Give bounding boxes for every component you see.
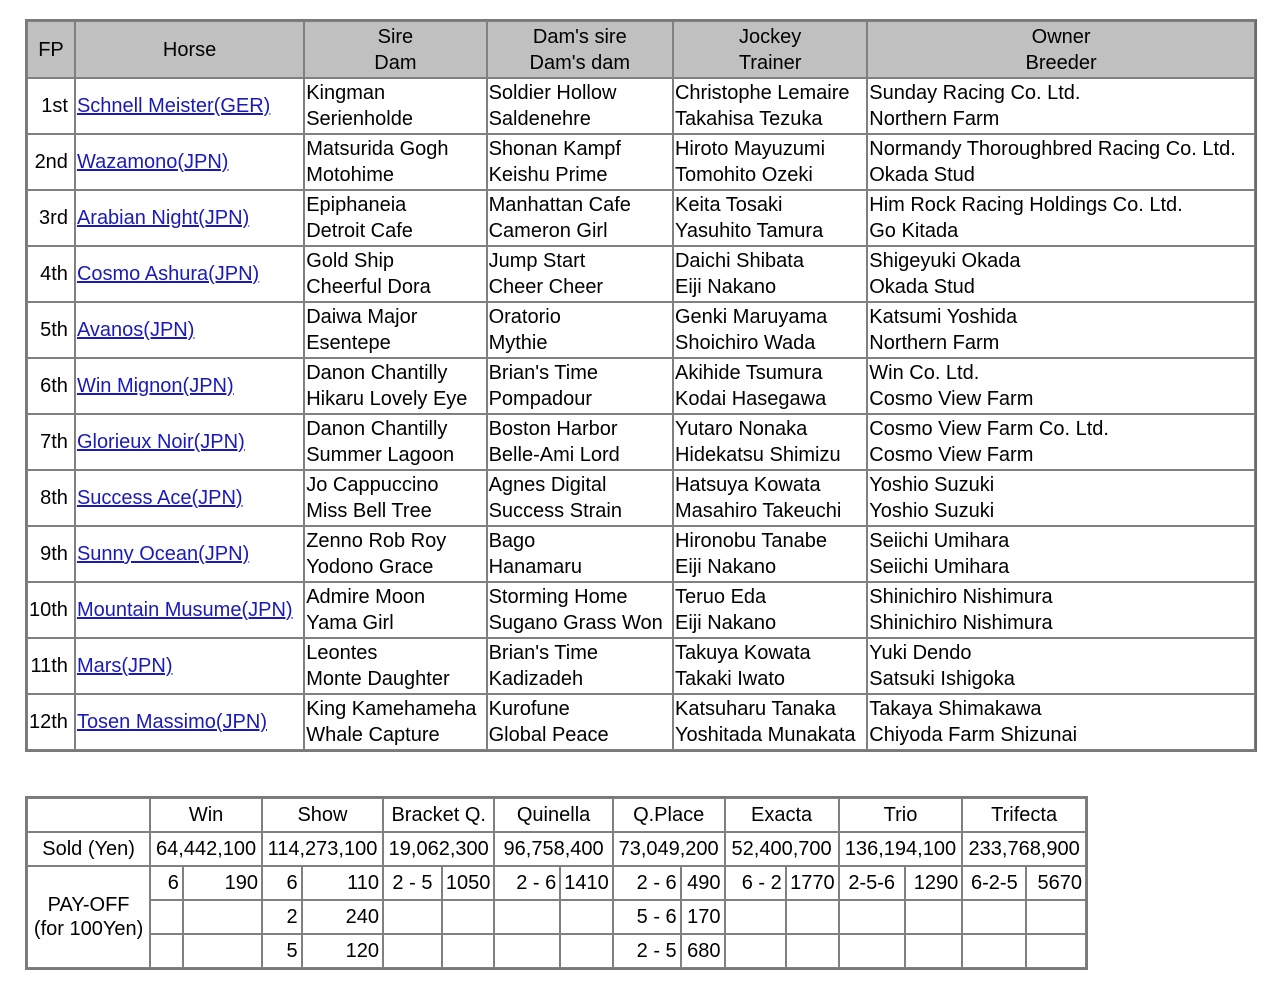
breeder: Northern Farm: [869, 332, 1000, 354]
dams-sire: Bago: [488, 530, 536, 552]
jockey: Hironobu Tanabe: [674, 530, 827, 552]
jockey: Yutaro Nonaka: [674, 418, 808, 440]
bet-type-header: Q.Place: [613, 798, 725, 832]
jockey-trainer-cell: [673, 694, 867, 750]
owner: Yoshio Suzuki: [869, 474, 995, 496]
owner-breeder-cell: [867, 638, 1255, 694]
sire: Leontes: [306, 642, 378, 664]
payoff-amount: 1410: [560, 866, 613, 900]
winning-combination: [962, 934, 1026, 968]
result-row: [27, 470, 1255, 526]
dams-sire: Jump Start: [488, 250, 586, 272]
payoff-amount: [905, 900, 963, 934]
winning-combination: 6 - 2: [725, 866, 786, 900]
dams-sire: Brian's Time: [488, 642, 598, 664]
sire-dam-cell: [304, 638, 486, 694]
damsire-damsdam-cell: [487, 134, 673, 190]
breeder: Go Kitada: [869, 220, 959, 242]
horse-link[interactable]: Schnell Meister(GER): [76, 95, 271, 117]
payoff-amount: [1026, 934, 1086, 968]
sold-amount: 136,194,100: [839, 832, 963, 866]
payoff-amount: [442, 934, 495, 968]
winning-combination: [383, 934, 442, 968]
damsire-damsdam-cell: [487, 638, 673, 694]
damsire-damsdam-cell: [487, 694, 673, 750]
horse-link[interactable]: Sunny Ocean(JPN): [76, 543, 250, 565]
dams-sire: Kurofune: [488, 698, 570, 720]
breeder: Cosmo View Farm: [869, 444, 1034, 466]
winning-combination: 2-5-6: [839, 866, 905, 900]
dams-dam: Kadizadeh: [488, 668, 584, 690]
bet-type-header: Trio: [839, 798, 963, 832]
corner-cell: [27, 798, 150, 832]
sold-amount: 52,400,700: [725, 832, 839, 866]
finish-position: 11th: [27, 638, 75, 694]
winning-combination: [383, 900, 442, 934]
owner-breeder-cell: [867, 414, 1255, 470]
dams-sire: Brian's Time: [488, 362, 598, 384]
horse-cell: [75, 134, 304, 190]
jockey: Katsuharu Tanaka: [674, 698, 836, 720]
trainer: Shoichiro Wada: [674, 332, 816, 354]
owner: Normandy Thoroughbred Racing Co. Ltd.: [869, 138, 1236, 160]
trainer: Takahisa Tezuka: [674, 108, 823, 130]
damsire-damsdam-cell: [487, 414, 673, 470]
horse-link[interactable]: Mars(JPN): [76, 655, 173, 677]
result-row: [27, 358, 1255, 414]
winning-combination: 6: [262, 866, 302, 900]
header-horse: Horse: [75, 21, 304, 78]
jockey: Genki Maruyama: [674, 306, 828, 328]
damsire-damsdam-cell: [487, 246, 673, 302]
result-row: [27, 526, 1255, 582]
sire: Daiwa Major: [306, 306, 418, 328]
horse-cell: [75, 302, 304, 358]
dams-dam: Hanamaru: [488, 556, 582, 578]
dams-dam: Saldenehre: [488, 108, 591, 130]
horse-cell: [75, 582, 304, 638]
horse-link[interactable]: Success Ace(JPN): [76, 487, 243, 509]
dam: Whale Capture: [306, 724, 440, 746]
payoff-amount: 190: [183, 866, 262, 900]
winning-combination: [839, 900, 905, 934]
race-results-table: [25, 19, 1257, 752]
horse-link[interactable]: Wazamono(JPN): [76, 151, 229, 173]
owner-breeder-cell: [867, 190, 1255, 246]
dams-dam: Mythie: [488, 332, 548, 354]
sire: King Kamehameha: [306, 698, 477, 720]
finish-position: 4th: [27, 246, 75, 302]
bet-type-header: Show: [262, 798, 383, 832]
breeder: Northern Farm: [869, 108, 1000, 130]
horse-cell: [75, 526, 304, 582]
header-jockey-trainer: Jockey Trainer: [673, 21, 867, 78]
breeder: Seiichi Umihara: [869, 556, 1010, 578]
winning-combination: 2: [262, 900, 302, 934]
payoff-amount: [1026, 900, 1086, 934]
breeder: Chiyoda Farm Shizunai: [869, 724, 1078, 746]
winning-combination: [725, 934, 786, 968]
sire-dam-cell: [304, 302, 486, 358]
result-row: [27, 246, 1255, 302]
owner: Shinichiro Nishimura: [869, 586, 1053, 608]
dam: Serienholde: [306, 108, 413, 130]
payoff-label: PAY-OFF (for 100Yen): [27, 866, 150, 968]
owner: Katsumi Yoshida: [869, 306, 1018, 328]
owner: Shigeyuki Okada: [869, 250, 1021, 272]
horse-link[interactable]: Tosen Massimo(JPN): [76, 711, 267, 733]
sire-dam-cell: [304, 190, 486, 246]
trainer: Takaki Iwato: [674, 668, 786, 690]
dams-dam: Cheer Cheer: [488, 276, 604, 298]
trainer: Masahiro Takeuchi: [674, 500, 842, 522]
payoff-amount: 490: [681, 866, 725, 900]
payoff-amount: [183, 934, 262, 968]
winning-combination: [150, 900, 183, 934]
jockey-trainer-cell: [673, 78, 867, 134]
finish-position: 6th: [27, 358, 75, 414]
owner: Sunday Racing Co. Ltd.: [869, 82, 1081, 104]
payoff-amount: [442, 900, 495, 934]
payoff-row: [27, 900, 1086, 934]
winning-combination: 2 - 6: [494, 866, 560, 900]
sire: Admire Moon: [306, 586, 426, 608]
bet-type-header: Quinella: [494, 798, 612, 832]
winning-combination: 5 - 6: [613, 900, 681, 934]
dams-sire: Storming Home: [488, 586, 628, 608]
header-owner-breeder: Owner Breeder: [867, 21, 1255, 78]
owner: Him Rock Racing Holdings Co. Ltd.: [869, 194, 1183, 216]
sire: Kingman: [306, 82, 386, 104]
damsire-damsdam-cell: [487, 358, 673, 414]
jockey: Keita Tosaki: [674, 194, 783, 216]
dam: Yama Girl: [306, 612, 394, 634]
dams-sire: Boston Harbor: [488, 418, 618, 440]
result-row: [27, 638, 1255, 694]
owner: Cosmo View Farm Co. Ltd.: [869, 418, 1109, 440]
sire-dam-cell: [304, 358, 486, 414]
trainer: Tomohito Ozeki: [674, 164, 813, 186]
winning-combination: 2 - 6: [613, 866, 681, 900]
trainer: Hidekatsu Shimizu: [674, 444, 841, 466]
result-row: [27, 78, 1255, 134]
sire: Danon Chantilly: [306, 362, 448, 384]
dam: Miss Bell Tree: [306, 500, 432, 522]
header-fp: FP: [27, 21, 75, 78]
dams-sire: Oratorio: [488, 306, 561, 328]
dams-sire: Agnes Digital: [488, 474, 607, 496]
dam: Motohime: [306, 164, 395, 186]
trainer: Eiji Nakano: [674, 556, 777, 578]
sire-dam-cell: [304, 78, 486, 134]
sold-amount: 96,758,400: [494, 832, 612, 866]
finish-position: 9th: [27, 526, 75, 582]
breeder: Okada Stud: [869, 276, 975, 298]
dam: Monte Daughter: [306, 668, 450, 690]
finish-position: 3rd: [27, 190, 75, 246]
damsire-damsdam-cell: [487, 470, 673, 526]
jockey-trainer-cell: [673, 358, 867, 414]
dams-dam: Belle-Ami Lord: [488, 444, 620, 466]
winning-combination: 2 - 5: [613, 934, 681, 968]
owner-breeder-cell: [867, 302, 1255, 358]
finish-position: 7th: [27, 414, 75, 470]
sire-dam-cell: [304, 526, 486, 582]
payoff-amount: [786, 900, 839, 934]
payoff-amount: 170: [681, 900, 725, 934]
damsire-damsdam-cell: [487, 302, 673, 358]
jockey-trainer-cell: [673, 582, 867, 638]
sold-amount: 64,442,100: [150, 832, 262, 866]
dams-dam: Cameron Girl: [488, 220, 608, 242]
owner-breeder-cell: [867, 358, 1255, 414]
payoff-amount: [560, 934, 613, 968]
damsire-damsdam-cell: [487, 190, 673, 246]
dam: Cheerful Dora: [306, 276, 431, 298]
winning-combination: [962, 900, 1026, 934]
payoff-table: [25, 796, 1088, 970]
winning-combination: 6-2-5: [962, 866, 1026, 900]
dam: Yodono Grace: [306, 556, 434, 578]
jockey-trainer-cell: [673, 414, 867, 470]
dams-sire: Soldier Hollow: [488, 82, 617, 104]
horse-link[interactable]: Win Mignon(JPN): [76, 375, 234, 397]
owner-breeder-cell: [867, 694, 1255, 750]
payoff-amount: 110: [302, 866, 383, 900]
winning-combination: [494, 900, 560, 934]
breeder: Okada Stud: [869, 164, 975, 186]
horse-link[interactable]: Avanos(JPN): [76, 319, 195, 341]
jockey-trainer-cell: [673, 134, 867, 190]
sire: Gold Ship: [306, 250, 395, 272]
jockey: Hiroto Mayuzumi: [674, 138, 826, 160]
jockey-trainer-cell: [673, 190, 867, 246]
trainer: Eiji Nakano: [674, 276, 777, 298]
result-row: [27, 414, 1255, 470]
horse-cell: [75, 414, 304, 470]
finish-position: 5th: [27, 302, 75, 358]
winning-combination: 2 - 5: [383, 866, 442, 900]
winning-combination: 5: [262, 934, 302, 968]
dams-sire: Shonan Kampf: [488, 138, 621, 160]
jockey: Hatsuya Kowata: [674, 474, 821, 496]
payoff-row: [27, 934, 1086, 968]
dams-sire: Manhattan Cafe: [488, 194, 631, 216]
payoff-row: [27, 866, 1086, 900]
payoff-amount: 5670: [1026, 866, 1086, 900]
horse-cell: [75, 246, 304, 302]
jockey-trainer-cell: [673, 302, 867, 358]
horse-link[interactable]: Arabian Night(JPN): [76, 207, 250, 229]
damsire-damsdam-cell: [487, 582, 673, 638]
bet-type-header-row: [27, 798, 1086, 832]
header-damsire-damsdam: Dam's sire Dam's dam: [487, 21, 673, 78]
bet-type-header: Win: [150, 798, 262, 832]
bet-type-header: Bracket Q.: [383, 798, 494, 832]
bet-type-header: Trifecta: [962, 798, 1086, 832]
owner-breeder-cell: [867, 78, 1255, 134]
payoff-amount: 1050: [442, 866, 495, 900]
sire: Danon Chantilly: [306, 418, 448, 440]
finish-position: 8th: [27, 470, 75, 526]
sire-dam-cell: [304, 470, 486, 526]
payoff-amount: 1770: [786, 866, 839, 900]
breeder: Cosmo View Farm: [869, 388, 1034, 410]
sold-amount: 19,062,300: [383, 832, 494, 866]
finish-position: 10th: [27, 582, 75, 638]
jockey: Daichi Shibata: [674, 250, 804, 272]
owner-breeder-cell: [867, 470, 1255, 526]
payoff-amount: [183, 900, 262, 934]
sold-amount: 233,768,900: [962, 832, 1086, 866]
winning-combination: 6: [150, 866, 183, 900]
dams-dam: Pompadour: [488, 388, 592, 410]
sire-dam-cell: [304, 134, 486, 190]
dam: Esentepe: [306, 332, 391, 354]
result-row: [27, 694, 1255, 750]
result-row: [27, 302, 1255, 358]
result-row: [27, 134, 1255, 190]
horse-cell: [75, 694, 304, 750]
owner: Takaya Shimakawa: [869, 698, 1042, 720]
jockey-trainer-cell: [673, 470, 867, 526]
payoff-amount: 240: [302, 900, 383, 934]
jockey: Teruo Eda: [674, 586, 767, 608]
winning-combination: [725, 900, 786, 934]
jockey-trainer-cell: [673, 246, 867, 302]
sire-dam-cell: [304, 582, 486, 638]
sire: Epiphaneia: [306, 194, 407, 216]
damsire-damsdam-cell: [487, 526, 673, 582]
horse-cell: [75, 470, 304, 526]
finish-position: 2nd: [27, 134, 75, 190]
payoff-amount: 1290: [905, 866, 963, 900]
finish-position: 1st: [27, 78, 75, 134]
jockey: Takuya Kowata: [674, 642, 811, 664]
sire: Jo Cappuccino: [306, 474, 439, 496]
header-sire-dam: Sire Dam: [304, 21, 486, 78]
owner: Yuki Dendo: [869, 642, 972, 664]
owner: Seiichi Umihara: [869, 530, 1010, 552]
sold-label: Sold (Yen): [27, 832, 150, 866]
result-row: [27, 190, 1255, 246]
breeder: Satsuki Ishigoka: [869, 668, 1015, 690]
sire: Zenno Rob Roy: [306, 530, 447, 552]
breeder: Yoshio Suzuki: [869, 500, 995, 522]
horse-link[interactable]: Glorieux Noir(JPN): [76, 431, 245, 453]
trainer: Yasuhito Tamura: [674, 220, 824, 242]
dams-dam: Success Strain: [488, 500, 622, 522]
jockey: Christophe Lemaire: [674, 82, 850, 104]
dam: Hikaru Lovely Eye: [306, 388, 468, 410]
sold-row: [27, 832, 1086, 866]
results-header-row: [27, 21, 1255, 78]
trainer: Kodai Hasegawa: [674, 388, 827, 410]
result-row: [27, 582, 1255, 638]
horse-link[interactable]: Cosmo Ashura(JPN): [76, 263, 260, 285]
winning-combination: [494, 934, 560, 968]
owner-breeder-cell: [867, 246, 1255, 302]
jockey-trainer-cell: [673, 638, 867, 694]
trainer: Eiji Nakano: [674, 612, 777, 634]
dam: Summer Lagoon: [306, 444, 455, 466]
owner-breeder-cell: [867, 134, 1255, 190]
owner-breeder-cell: [867, 526, 1255, 582]
owner: Win Co. Ltd.: [869, 362, 980, 384]
horse-cell: [75, 358, 304, 414]
finish-position: 12th: [27, 694, 75, 750]
winning-combination: [150, 934, 183, 968]
sold-amount: 73,049,200: [613, 832, 725, 866]
sire: Matsurida Gogh: [306, 138, 449, 160]
horse-cell: [75, 638, 304, 694]
payoff-amount: [786, 934, 839, 968]
payoff-amount: [560, 900, 613, 934]
damsire-damsdam-cell: [487, 78, 673, 134]
dam: Detroit Cafe: [306, 220, 413, 242]
sold-amount: 114,273,100: [262, 832, 383, 866]
trainer: Yoshitada Munakata: [674, 724, 856, 746]
payoff-amount: [905, 934, 963, 968]
horse-link[interactable]: Mountain Musume(JPN): [76, 599, 293, 621]
payoff-amount: 120: [302, 934, 383, 968]
owner-breeder-cell: [867, 582, 1255, 638]
dams-dam: Sugano Grass Won: [488, 612, 663, 634]
horse-cell: [75, 190, 304, 246]
dams-dam: Global Peace: [488, 724, 609, 746]
payoff-amount: 680: [681, 934, 725, 968]
jockey-trainer-cell: [673, 526, 867, 582]
sire-dam-cell: [304, 414, 486, 470]
horse-cell: [75, 78, 304, 134]
sire-dam-cell: [304, 246, 486, 302]
jockey: Akihide Tsumura: [674, 362, 823, 384]
breeder: Shinichiro Nishimura: [869, 612, 1053, 634]
sire-dam-cell: [304, 694, 486, 750]
bet-type-header: Exacta: [725, 798, 839, 832]
winning-combination: [839, 934, 905, 968]
dams-dam: Keishu Prime: [488, 164, 608, 186]
